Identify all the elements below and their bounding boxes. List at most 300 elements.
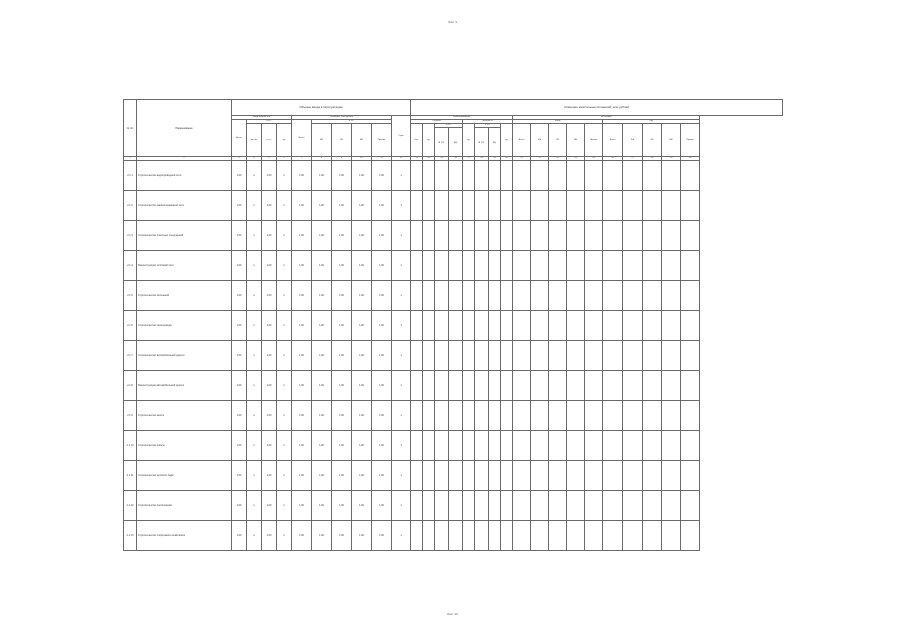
- table-cell: 1,00: [372, 311, 392, 341]
- table-cell: [489, 521, 501, 551]
- table-cell: [501, 221, 513, 251]
- table-cell: [623, 251, 643, 281]
- table-cell: [475, 191, 489, 221]
- table-cell: [423, 491, 435, 521]
- table-cell: [411, 491, 423, 521]
- col-header-5: в т.ч.: [262, 124, 277, 157]
- table-cell: [643, 161, 662, 191]
- table-cell: [501, 251, 513, 281]
- table-cell: [623, 161, 643, 191]
- table-cell: 1: [277, 221, 292, 251]
- table-cell: 1,00: [312, 401, 332, 431]
- table-cell: 1,00: [262, 491, 277, 521]
- table-cell: [435, 251, 449, 281]
- table-cell: [623, 281, 643, 311]
- column-number: 13: [411, 157, 423, 161]
- table-row: [124, 341, 783, 371]
- table-cell: 1,00: [232, 311, 247, 341]
- row-name: Строительство спортивного комплекса: [137, 521, 232, 551]
- table-cell: [475, 461, 489, 491]
- table-cell: [423, 281, 435, 311]
- table-cell: [643, 461, 662, 491]
- table-row: [124, 281, 783, 311]
- table-cell: 1,00: [332, 221, 352, 251]
- table-cell: [549, 341, 567, 371]
- table-cell: [549, 221, 567, 251]
- row-number: 2.1.4: [124, 251, 137, 281]
- table-cell: [531, 281, 549, 311]
- table-cell: 1: [247, 461, 262, 491]
- table-cell: [531, 461, 549, 491]
- table-cell: [643, 251, 662, 281]
- table-cell: 1,00: [352, 161, 372, 191]
- table-cell: [501, 461, 513, 491]
- table-cell: 1: [277, 281, 292, 311]
- table-cell: [475, 281, 489, 311]
- table-cell: 1: [247, 521, 262, 551]
- table-row: [124, 161, 783, 191]
- table-cell: 1,00: [292, 461, 312, 491]
- table-cell: 1,00: [292, 191, 312, 221]
- table-cell: [531, 191, 549, 221]
- table-cell: 1: [247, 251, 262, 281]
- table-cell: [681, 401, 700, 431]
- table-cell: [475, 221, 489, 251]
- table-cell: 1,00: [332, 161, 352, 191]
- table-cell: [463, 431, 475, 461]
- row-number: 2.1.7: [124, 341, 137, 371]
- table-cell: 1: [392, 491, 411, 521]
- table-cell: [681, 461, 700, 491]
- table-cell: [623, 371, 643, 401]
- table-cell: [449, 521, 463, 551]
- table-cell: 1,00: [352, 341, 372, 371]
- table-cell: [435, 341, 449, 371]
- table-cell: [585, 371, 603, 401]
- table-cell: [513, 311, 531, 341]
- table-cell: [449, 191, 463, 221]
- table-cell: [603, 401, 623, 431]
- table-cell: 1,00: [332, 281, 352, 311]
- table-cell: [531, 401, 549, 431]
- table-cell: 1,00: [232, 221, 247, 251]
- column-number: 26: [603, 157, 623, 161]
- table-cell: [435, 521, 449, 551]
- col-header-21: Всего: [513, 124, 531, 157]
- table-cell: [501, 341, 513, 371]
- page-footer: Лист 10: [447, 612, 458, 616]
- table-cell: [411, 221, 423, 251]
- table-cell: [643, 341, 662, 371]
- table-cell: [463, 371, 475, 401]
- table-cell: [662, 491, 681, 521]
- table-cell: 1,00: [332, 431, 352, 461]
- table-cell: [549, 281, 567, 311]
- table-cell: [567, 191, 585, 221]
- table-cell: 1: [247, 491, 262, 521]
- subsubgroup-2: в т.ч.: [312, 120, 392, 124]
- table-cell: [423, 341, 435, 371]
- column-number: 12: [392, 157, 411, 161]
- table-cell: 1: [392, 521, 411, 551]
- table-cell: [603, 461, 623, 491]
- table-cell: [662, 221, 681, 251]
- table-cell: [501, 191, 513, 221]
- row-name: Реконструкция тепловой сети: [137, 251, 232, 281]
- table-cell: [662, 401, 681, 431]
- table-cell: [449, 161, 463, 191]
- table-cell: [531, 221, 549, 251]
- table-cell: 1,00: [262, 161, 277, 191]
- table-cell: [489, 221, 501, 251]
- table-cell: [449, 461, 463, 491]
- table-cell: 1,00: [232, 161, 247, 191]
- table-cell: 1,00: [332, 191, 352, 221]
- table-cell: [623, 341, 643, 371]
- table-cell: [549, 401, 567, 431]
- table-row: [124, 521, 783, 551]
- table-cell: 1,00: [352, 311, 372, 341]
- column-number: 24: [567, 157, 585, 161]
- table-cell: 1: [392, 371, 411, 401]
- table-cell: 1: [277, 491, 292, 521]
- col-header-18: в т.ч.: [475, 128, 489, 157]
- table-cell: 1,00: [312, 341, 332, 371]
- row-name: Строительство школы: [137, 431, 232, 461]
- col-header-name: Наименование: [137, 100, 232, 157]
- col-header-16: ед.: [449, 128, 463, 157]
- table-cell: 1,00: [262, 401, 277, 431]
- table-cell: 1,00: [232, 431, 247, 461]
- row-name: Строительство канализационной сети: [137, 191, 232, 221]
- table-cell: [662, 161, 681, 191]
- table-cell: 1: [277, 521, 292, 551]
- col-header-term: Срок: [392, 116, 411, 157]
- col-header-22: ФБ: [531, 124, 549, 157]
- table-cell: [531, 431, 549, 461]
- table-cell: [463, 341, 475, 371]
- subsubgroup-3: в т.ч.: [435, 124, 463, 128]
- table-cell: [513, 191, 531, 221]
- table-cell: [623, 431, 643, 461]
- table-cell: [662, 251, 681, 281]
- col-header-17: ед.: [463, 124, 475, 157]
- column-number: 29: [662, 157, 681, 161]
- table-cell: 1,00: [352, 191, 372, 221]
- table-cell: 1,00: [312, 281, 332, 311]
- table-cell: [435, 281, 449, 311]
- table-cell: [623, 401, 643, 431]
- row-number: 2.1.8: [124, 371, 137, 401]
- table-cell: [681, 431, 700, 461]
- table-cell: [567, 311, 585, 341]
- table-cell: [423, 461, 435, 491]
- column-number: 1: [124, 157, 137, 161]
- table-cell: [411, 251, 423, 281]
- table-cell: [501, 161, 513, 191]
- table-cell: [411, 281, 423, 311]
- table-cell: 1,00: [262, 311, 277, 341]
- table-cell: [603, 251, 623, 281]
- table-cell: 1,00: [332, 521, 352, 551]
- table-cell: 1,00: [292, 281, 312, 311]
- table-cell: 1,00: [232, 371, 247, 401]
- table-cell: [463, 491, 475, 521]
- table-cell: [435, 491, 449, 521]
- col-header-24: ВБ: [567, 124, 585, 157]
- table-cell: 1,00: [312, 161, 332, 191]
- table-cell: 1,00: [332, 401, 352, 431]
- table-cell: [411, 371, 423, 401]
- table-cell: [411, 341, 423, 371]
- table-cell: [623, 521, 643, 551]
- table-cell: [643, 311, 662, 341]
- column-number: 23: [549, 157, 567, 161]
- table-cell: 1,00: [372, 221, 392, 251]
- column-number: 18: [475, 157, 489, 161]
- table-cell: 1: [392, 341, 411, 371]
- table-cell: [449, 341, 463, 371]
- table-cell: 1,00: [292, 491, 312, 521]
- table-cell: 1: [247, 191, 262, 221]
- table-cell: [475, 491, 489, 521]
- table-cell: [423, 371, 435, 401]
- subgroup-6: Мощность: [463, 120, 513, 124]
- col-header-20: ед.: [501, 124, 513, 157]
- table-cell: 1,00: [372, 251, 392, 281]
- row-number: 2.1.3: [124, 221, 137, 251]
- table-cell: 1: [392, 311, 411, 341]
- row-number: 2.1.2: [124, 191, 137, 221]
- table-cell: [681, 281, 700, 311]
- table-cell: 1: [247, 161, 262, 191]
- col-header-29: ВБ: [662, 124, 681, 157]
- table-cell: [489, 491, 501, 521]
- table-cell: [603, 371, 623, 401]
- table-cell: [681, 311, 700, 341]
- col-header-total-1: Всего: [232, 120, 247, 157]
- table-cell: [662, 371, 681, 401]
- table-cell: [623, 461, 643, 491]
- table-cell: 1,00: [292, 371, 312, 401]
- table-cell: 1,00: [262, 371, 277, 401]
- table-cell: [411, 461, 423, 491]
- table-cell: 1: [392, 161, 411, 191]
- table-cell: 1,00: [262, 461, 277, 491]
- table-cell: [585, 491, 603, 521]
- table-cell: [475, 401, 489, 431]
- column-number: 10: [352, 157, 372, 161]
- column-number: 11: [372, 157, 392, 161]
- table-cell: 1,00: [262, 431, 277, 461]
- table-cell: [411, 401, 423, 431]
- table-cell: 1,00: [352, 491, 372, 521]
- table-cell: [475, 251, 489, 281]
- table-cell: [489, 191, 501, 221]
- table-cell: [549, 371, 567, 401]
- table-cell: [662, 461, 681, 491]
- table-cell: [411, 521, 423, 551]
- table-cell: 1: [247, 311, 262, 341]
- table-cell: [513, 491, 531, 521]
- row-number: 2.1.11: [124, 461, 137, 491]
- col-header-total-2: Всего: [292, 120, 312, 157]
- table-cell: [411, 431, 423, 461]
- table-cell: [475, 431, 489, 461]
- table-cell: [423, 221, 435, 251]
- table-cell: 1,00: [262, 341, 277, 371]
- table-cell: [585, 521, 603, 551]
- table-cell: [567, 341, 585, 371]
- table-row: [124, 401, 783, 431]
- table-cell: [585, 461, 603, 491]
- page-header: Лист 9: [447, 20, 458, 24]
- table-cell: [643, 191, 662, 221]
- table-cell: [585, 221, 603, 251]
- table-cell: [435, 401, 449, 431]
- col-header-9: РБ: [332, 124, 352, 157]
- table-cell: [603, 191, 623, 221]
- table-cell: [513, 281, 531, 311]
- row-name: Строительство водопроводной сети: [137, 161, 232, 191]
- table-cell: 1,00: [352, 251, 372, 281]
- column-number: 25: [585, 157, 603, 161]
- table-row: [124, 491, 783, 521]
- table-cell: 1,00: [262, 191, 277, 221]
- row-number: 2.1.12: [124, 491, 137, 521]
- table-cell: [585, 281, 603, 311]
- table-cell: [463, 281, 475, 311]
- table-cell: [585, 401, 603, 431]
- table-cell: [489, 251, 501, 281]
- table-cell: [549, 431, 567, 461]
- table-cell: [501, 521, 513, 551]
- table-cell: 1,00: [312, 431, 332, 461]
- table-cell: [531, 161, 549, 191]
- table-cell: [423, 311, 435, 341]
- column-number: 17: [463, 157, 475, 161]
- table-cell: 1,00: [292, 251, 312, 281]
- table-cell: 1,00: [312, 371, 332, 401]
- column-number: 20: [501, 157, 513, 161]
- table-cell: 1,00: [372, 431, 392, 461]
- table-row: [124, 431, 783, 461]
- table-cell: 1,00: [312, 491, 332, 521]
- row-name: Строительство газопровода: [137, 311, 232, 341]
- table-cell: 1,00: [332, 311, 352, 341]
- table-cell: [681, 161, 700, 191]
- column-number: 27: [623, 157, 643, 161]
- col-header-30: Прочие: [681, 124, 700, 157]
- table-cell: [501, 311, 513, 341]
- column-number: 6: [277, 157, 292, 161]
- col-header-13: Кол.: [411, 124, 423, 157]
- table-cell: [463, 311, 475, 341]
- table-cell: 1,00: [332, 251, 352, 281]
- table-cell: [549, 191, 567, 221]
- table-cell: [681, 521, 700, 551]
- table-cell: [463, 221, 475, 251]
- table-cell: 1: [277, 461, 292, 491]
- table-cell: 1,00: [332, 341, 352, 371]
- table-cell: [475, 341, 489, 371]
- table-cell: [662, 311, 681, 341]
- table-cell: [662, 431, 681, 461]
- table-cell: 1: [247, 371, 262, 401]
- table-cell: [501, 281, 513, 311]
- table-cell: [643, 491, 662, 521]
- table-cell: [603, 221, 623, 251]
- table-cell: 1,00: [232, 281, 247, 311]
- column-number: 4: [247, 157, 262, 161]
- table-cell: [531, 251, 549, 281]
- column-number: 15: [435, 157, 449, 161]
- table-cell: 1: [392, 461, 411, 491]
- subgroup-7: Фонд: [513, 120, 603, 124]
- subgroup-4: Источники: [513, 116, 700, 120]
- table-cell: 1: [392, 251, 411, 281]
- table-cell: [681, 191, 700, 221]
- table-cell: 1,00: [312, 311, 332, 341]
- table-cell: [603, 281, 623, 311]
- table-cell: [567, 221, 585, 251]
- row-number: 2.1.9: [124, 401, 137, 431]
- column-number: 2: [137, 157, 232, 161]
- table-cell: [603, 521, 623, 551]
- col-header-10: ВБ: [352, 124, 372, 157]
- row-number: 2.1.1: [124, 161, 137, 191]
- table-cell: [567, 161, 585, 191]
- table-cell: [475, 521, 489, 551]
- table-cell: [567, 431, 585, 461]
- table-cell: [475, 161, 489, 191]
- column-number: 28: [643, 157, 662, 161]
- table-cell: [423, 251, 435, 281]
- col-header-11: Прочие: [372, 124, 392, 157]
- col-header-26: Всего: [603, 124, 623, 157]
- table-cell: [501, 431, 513, 461]
- table-cell: 1: [247, 281, 262, 311]
- table-cell: [463, 521, 475, 551]
- table-cell: [585, 311, 603, 341]
- table-cell: [449, 311, 463, 341]
- table-cell: 1: [277, 371, 292, 401]
- col-header-num: № п/п: [124, 100, 137, 157]
- table-cell: [531, 341, 549, 371]
- table-cell: [489, 311, 501, 341]
- table-cell: [449, 371, 463, 401]
- subgroup-2: Освоение, млн рублей: [292, 116, 392, 120]
- table-cell: 1: [277, 191, 292, 221]
- col-header-27: ФБ: [623, 124, 643, 157]
- table-cell: 1,00: [292, 521, 312, 551]
- table-cell: [643, 371, 662, 401]
- table-cell: 1,00: [372, 161, 392, 191]
- row-number: 2.1.10: [124, 431, 137, 461]
- table-row: [124, 311, 783, 341]
- table-cell: 1: [392, 281, 411, 311]
- table-cell: [463, 401, 475, 431]
- table-cell: [449, 251, 463, 281]
- table-cell: [643, 521, 662, 551]
- table-cell: [643, 221, 662, 251]
- row-name: Реконструкция автомобильной дороги: [137, 371, 232, 401]
- row-name: Строительство поликлиники: [137, 491, 232, 521]
- table-cell: 1,00: [372, 191, 392, 221]
- table-cell: [623, 491, 643, 521]
- table-cell: [463, 191, 475, 221]
- table-cell: [662, 191, 681, 221]
